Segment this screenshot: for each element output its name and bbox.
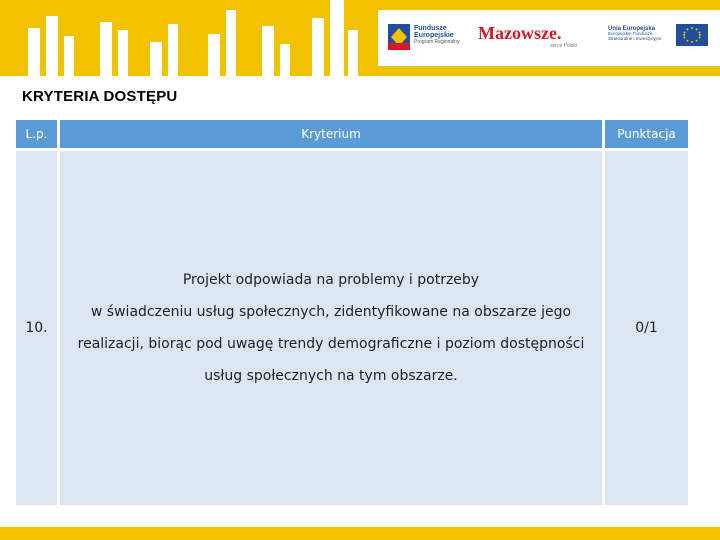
fundusze-europejskie-logo: Fundusze Europejskie Program Regionalny — [388, 24, 410, 54]
criterion-text — [78, 264, 585, 392]
criterion-line: Projekt odpowiada na problemy i potrzeby — [182, 272, 480, 288]
criterion-line: realizacji, biorąc pod uwagę trendy demograficzne i poziom dostępności — [77, 336, 585, 352]
row-lp: 10. — [16, 151, 57, 505]
header-lp: L.p. — [16, 120, 57, 148]
decorative-pattern — [0, 0, 380, 76]
footer-band — [0, 527, 720, 540]
logos-panel: Fundusze Europejskie Program Regionalny Mazowsze. serce Polski Unia Europejska Europejskie Fundusze Strukturalne i Inwestycyjne — [378, 10, 720, 66]
slide-title: KRYTERIA DOSTĘPU — [22, 88, 178, 105]
row-score: 0/1 — [605, 151, 688, 505]
eu-flag-icon — [676, 24, 708, 46]
header-band — [0, 0, 720, 76]
header-criterion: Kryterium — [60, 120, 602, 148]
mazowsze-logo — [478, 24, 588, 54]
mazowsze-wordmark: Mazowsze. — [478, 23, 562, 43]
criterion-line: usług społecznych na tym obszarze. — [204, 368, 458, 384]
criterion-line: w świadczeniu usług społecznych, zidentyfikowane na obszarze jego — [90, 304, 572, 320]
mazowsze-tagline: serce Polski — [550, 43, 577, 49]
header-score: Punktacja — [605, 120, 688, 148]
fe-flag-icon — [388, 24, 410, 50]
row-criterion — [60, 151, 602, 505]
